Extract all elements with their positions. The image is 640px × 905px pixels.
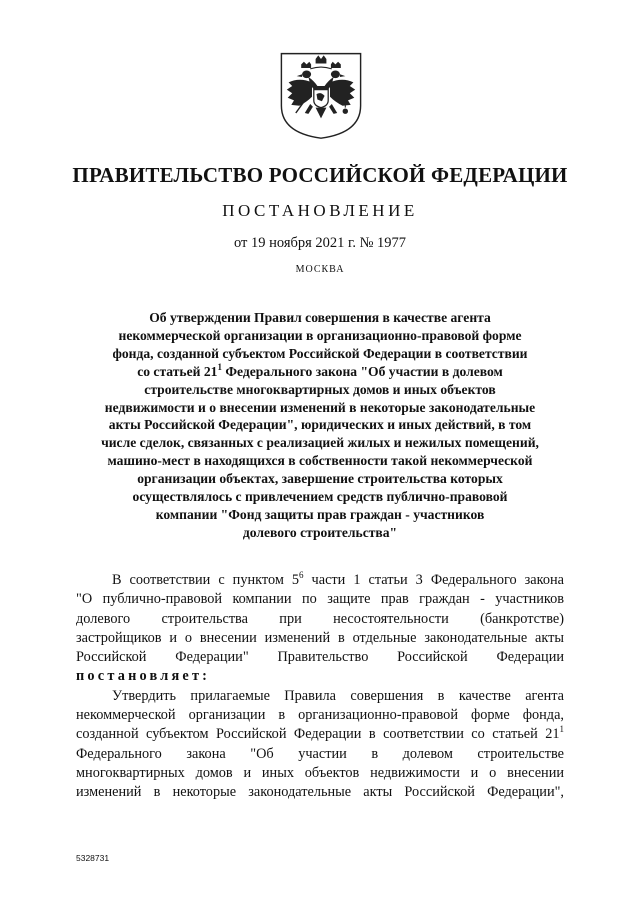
subject-line: числе сделок, связанных с реализацией жилых и нежилых помещений, <box>101 435 539 451</box>
document-subject <box>66 309 574 542</box>
paragraph-line: долевого строительства при несостоятельности (банкротстве) <box>76 610 564 627</box>
document-date-number: от 19 ноября 2021 г. № 1977 <box>233 235 407 251</box>
subject-line: осуществлялось с привлечением средств публично-правовой <box>132 489 508 505</box>
paragraph-line: "О публично-правовой компании по защите прав граждан - участников <box>76 591 564 608</box>
subject-line: недвижимости и о внесении изменений в некоторые законодательные <box>104 399 536 415</box>
paragraph-line: изменений в некоторые законодательные акты Российской Федерации", <box>76 784 564 801</box>
coat-of-arms-emblem <box>276 50 366 140</box>
government-title: ПРАВИТЕЛЬСТВО РОССИЙСКОЙ ФЕДЕРАЦИИ <box>72 163 568 187</box>
document-type: ПОСТАНОВЛЕНИЕ <box>222 201 418 220</box>
paragraph-line: Утвердить прилагаемые Правила совершения в качестве агента <box>112 687 564 704</box>
subject-line: некоммерческой организации в организационно-правовой форме <box>118 327 522 343</box>
paragraph-line: созданной субъектом Российской Федерации в соответствии со статьей $21^1$ <box>76 724 564 743</box>
subject-line: компании "Фонд защиты прав граждан - участников <box>155 506 485 522</box>
decree-keyword: постановляет: <box>76 668 211 685</box>
paragraph-line: некоммерческой организации в организационно-правовой форме фонда, <box>76 707 564 724</box>
paragraph-line: В соответствии с пунктом $5^6$ части 1 статьи 3 Федерального закона <box>112 570 564 588</box>
double-headed-eagle-icon <box>276 50 366 140</box>
paragraph-line: застройщиков и о внесении изменений в отдельные законодательные акты <box>76 629 564 646</box>
subject-line: Об утверждении Правил совершения в качестве агента <box>149 310 491 325</box>
subject-line: строительстве многоквартирных домов и иных объектов <box>144 381 496 397</box>
subject-line: акты Российской Федерации", юридических и иных действий, в том <box>108 417 532 433</box>
paragraph-line: Российской Федерации" Правительство Российской Федерации <box>76 649 564 666</box>
superscript: 1 <box>217 361 222 372</box>
subject-line: долевого строительства" <box>242 524 398 540</box>
superscript: 6 <box>299 570 304 580</box>
paragraph-line <box>76 667 564 686</box>
document-code: 5328731 <box>76 853 110 863</box>
subject-line: организации объектах, завершение строительства которых <box>137 471 503 487</box>
subject-line: со статьей $21^1$ Федерального закона "Об участии в долевом <box>137 361 503 379</box>
document-body <box>76 571 564 803</box>
document-city: МОСКВА <box>295 264 345 275</box>
subject-line: машино-мест в находящихся в собственности такой некоммерческой <box>107 453 533 469</box>
paragraph-line: Федерального закона "Об участии в долевом строительстве <box>76 745 564 762</box>
superscript: 1 <box>559 724 564 735</box>
subject-line: фонда, созданной субъектом Российской Федерации в соответствии <box>112 345 528 361</box>
paragraph-line: многоквартирных домов и иных объектов недвижимости и о внесении <box>76 764 564 781</box>
